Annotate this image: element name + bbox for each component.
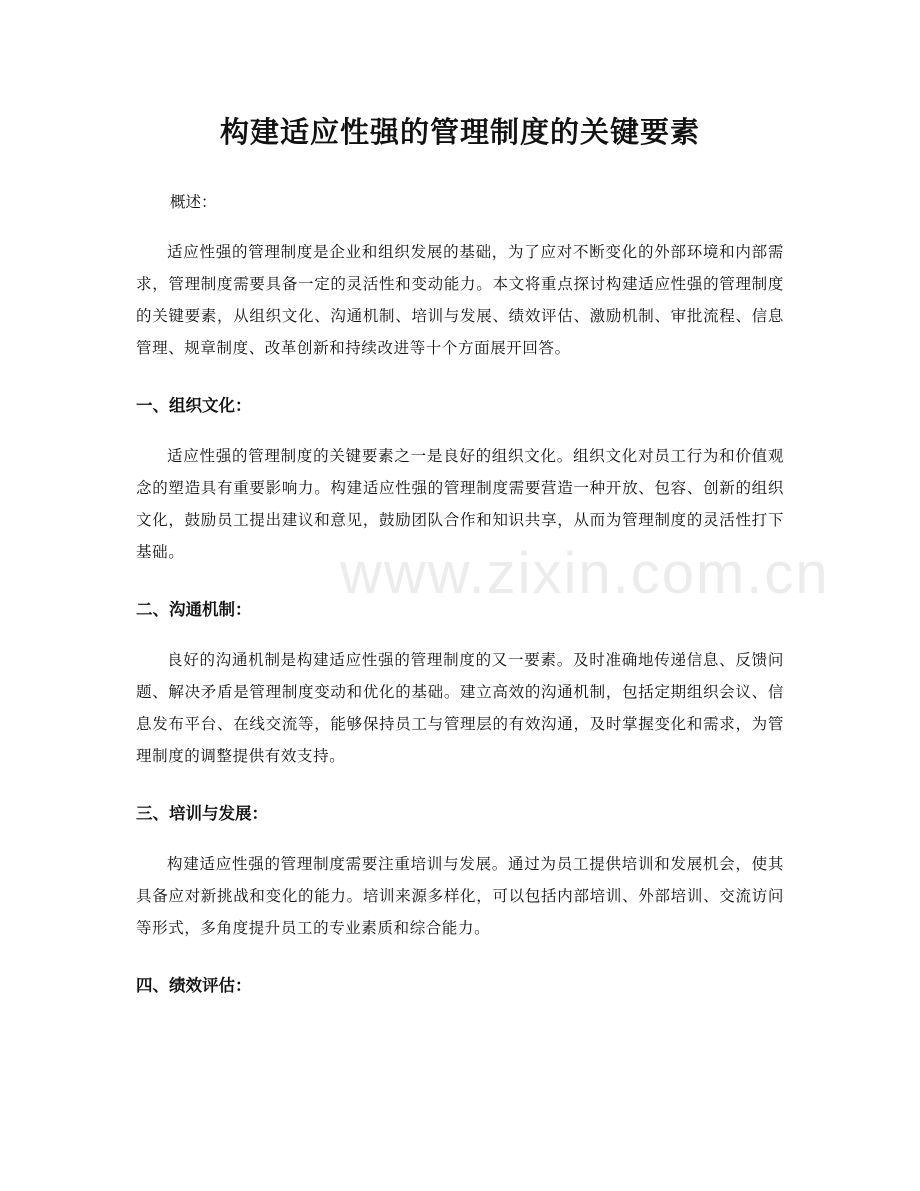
document-title: 构建适应性强的管理制度的关键要素 [219, 115, 700, 149]
section-heading-communication: 二、沟通机制： [136, 600, 252, 619]
section-heading-performance: 四、绩效评估： [136, 976, 252, 995]
section-body-training: 构建适应性强的管理制度需要注重培训与发展。通过为员工提供培训和发展机会，使其具备应对新挑战和变化的能力。培训来源多样化，可以包括内部培训、外部培训、交流访问等形式，多角度提升员工的专业素质和综合能力。 [136, 855, 784, 937]
intro-paragraph: 适应性强的管理制度是企业和组织发展的基础，为了应对不断变化的外部环境和内部需求，管理制度需要具备一定的灵活性和变动能力。本文将重点探讨构建适应性强的管理制度的关键要素，从组织文化、沟通机制、培训与发展、绩效评估、激励机制、审批流程、信息管理、规章制度、改革创新和持续改进等十个方面展开回答。 [136, 243, 784, 357]
section-body-culture: 适应性强的管理制度的关键要素之一是良好的组织文化。组织文化对员工行为和价值观念的塑造具有重要影响力。构建适应性强的管理制度需要营造一种开放、包容、创新的组织文化，鼓励员工提出建议和意见，鼓励团队合作和知识共享，从而为管理制度的灵活性打下基础。 [136, 447, 784, 561]
overview-label: 概述： [170, 193, 217, 211]
section-heading-training: 三、培训与发展： [136, 804, 268, 823]
section-body-communication: 良好的沟通机制是构建适应性强的管理制度的又一要素。及时准确地传递信息、反馈问题、解决矛盾是管理制度变动和优化的基础。建立高效的沟通机制，包括定期组织会议、信息发布平台、在线交流等，能够保持员工与管理层的有效沟通，及时掌握变化和需求，为管理制度的调整提供有效支持。 [136, 651, 784, 765]
section-heading-culture: 一、组织文化： [136, 396, 252, 415]
watermark: www.zixin.com.cn [340, 541, 830, 606]
